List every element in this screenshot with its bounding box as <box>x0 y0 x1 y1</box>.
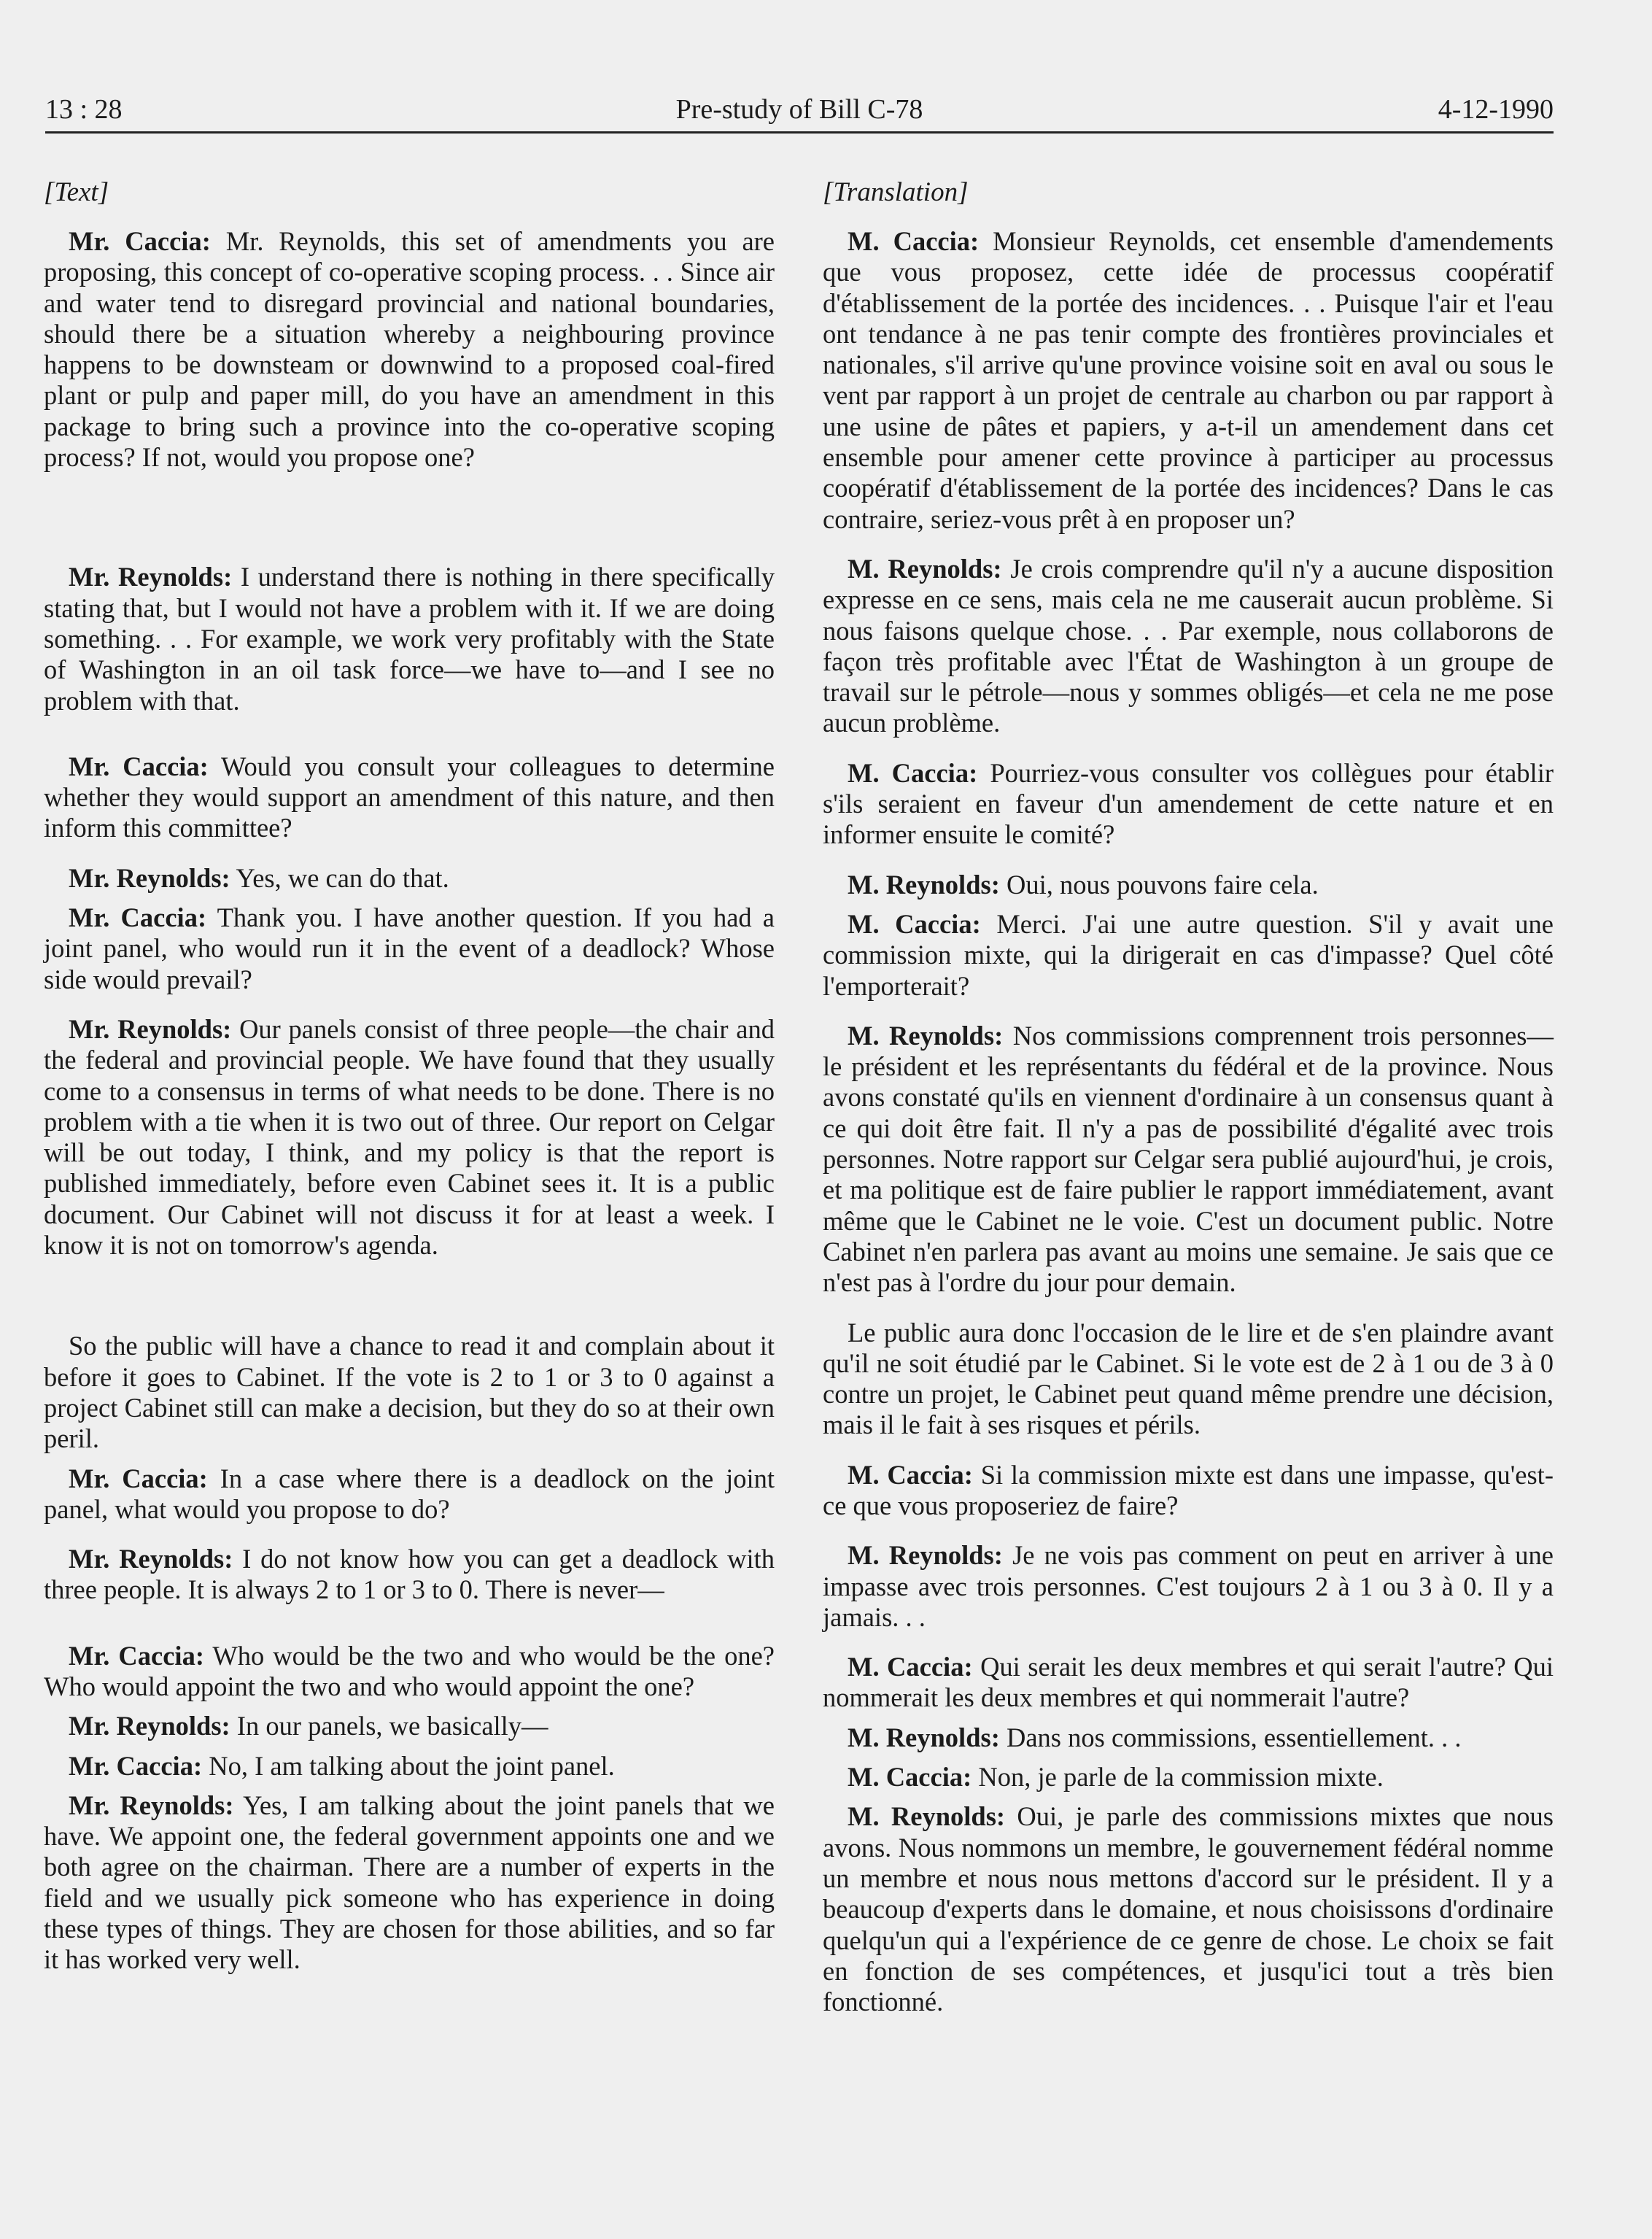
paragraph-text: Yes, we can do that. <box>230 862 449 893</box>
speaker-name: Mr. Caccia: <box>69 1640 204 1671</box>
speaker-name: Mr. Reynolds: <box>69 1013 232 1044</box>
speaker-name: Mr. Reynolds: <box>69 1711 230 1741</box>
paragraph-text: Thank you. I have another question. If you had a joint panel, who would run it in the event of a deadlock? Whose side would prevail? <box>44 902 775 994</box>
paragraph <box>44 751 775 844</box>
speaker-name: M. Reynolds: <box>848 1801 1006 1832</box>
speaker-name: Mr. Caccia: <box>69 751 209 781</box>
paragraph <box>44 1751 775 1782</box>
paragraph-text: Would you consult your colleagues to determine whether they would support an amendment of this nature, and then inform this committee? <box>44 751 775 843</box>
paragraph <box>823 1540 1554 1633</box>
paragraph <box>823 909 1554 1002</box>
speaker-name: Mr. Caccia: <box>69 902 207 933</box>
paragraph <box>823 1722 1554 1753</box>
paragraph-text: No, I am talking about the joint panel. <box>202 1750 615 1781</box>
paragraph <box>823 758 1554 851</box>
document-date: 4-12-1990 <box>1438 94 1554 125</box>
paragraph-text: Who would be the two and who would be the one? Who would appoint the two and who would appoint the one? <box>44 1640 775 1701</box>
header-rule <box>45 131 1554 134</box>
column-label-translation: [Translation] <box>823 177 969 207</box>
paragraph <box>44 1544 775 1606</box>
paragraph <box>44 1331 775 1454</box>
paragraph <box>823 1460 1554 1522</box>
paragraph-text: Je ne vois pas comment on peut en arriver à une impasse avec trois personnes. C'est toujours 2 à 1 ou 3 à 0. Il y a jamais. . . <box>823 1540 1554 1632</box>
paragraph-text: Qui serait les deux membres et qui serait l'autre? Qui nommerait les deux membres et qui nommerait l'autre? <box>823 1652 1554 1713</box>
paragraph <box>823 554 1554 739</box>
speaker-name: M. Reynolds: <box>848 1540 1003 1571</box>
paragraph-text: Non, je parle de la commission mixte. <box>972 1762 1384 1793</box>
speaker-name: Mr. Caccia: <box>69 226 211 256</box>
paragraph <box>44 1641 775 1703</box>
paragraph-text: Le public aura donc l'occasion de le lire et de s'en plaindre avant qu'il ne soit étudié par le Cabinet. Si le vote est de 2 à 1 ou de 3 à 0 contre un projet, le Cabinet peut quand même prendre une décision, mais il le fait à ses risques et périls. <box>823 1317 1554 1440</box>
french-column <box>823 175 1554 2017</box>
paragraph <box>823 1762 1554 1793</box>
paragraph <box>44 1463 775 1525</box>
paragraph-text: So the public will have a chance to read it and complain about it before it goes to Cabinet. If the vote is 2 to 1 or 3 to 0 against a project Cabinet still can make a decision, but they do so at their own peril. <box>44 1331 775 1454</box>
column-label-text: [Text] <box>44 177 109 207</box>
english-column <box>44 175 775 1976</box>
speaker-name: M. Caccia: <box>848 1652 973 1682</box>
paragraph-text: Oui, nous pouvons faire cela. <box>999 869 1319 900</box>
paragraph <box>823 226 1554 535</box>
page-header <box>45 93 1554 131</box>
paragraph-text: In a case where there is a deadlock on the joint panel, what would you propose to do? <box>44 1463 775 1524</box>
paragraph-text: Nos commissions comprennent trois personnes—le président et les représentants du fédéral et de la province. Nous avons constaté qu'ils en viennent d'ordinaire à un consensus quant à ce qui doit être fait. Il n'y a pas de possibilité d'égalité avec trois personnes. Notre rapport sur Celgar sera publié aujourd'hui, je crois, et ma politique est de faire publier le rapport immédiatement, avant même que le Cabinet ne le voie. C'est un document public. Notre Cabinet n'en parlera pas avant au moins une semaine. Je sais que ce n'est pas à l'ordre du jour pour demain. <box>823 1020 1554 1298</box>
speaker-name: M. Caccia: <box>848 757 978 788</box>
paragraph <box>823 1318 1554 1441</box>
paragraph <box>44 863 775 894</box>
speaker-name: Mr. Reynolds: <box>69 1790 234 1820</box>
paragraph <box>44 1014 775 1261</box>
paragraph-text: Monsieur Reynolds, cet ensemble d'amendements que vous proposez, cette idée de processus coopératif d'établissement de la portée des incidences. . . Puisque l'air et l'eau ont tendance à ne pas tenir compte des frontières provinciales et nationales, s'il arrive qu'une province voisine soit en aval ou sous le vent par rapport à un projet de centrale au charbon ou par rapport à une usine de pâtes et papiers, y a-t-il un amendement dans cet ensemble pour amener cette province à participer au processus coopératif d'établissement de la portée des incidences? Dans le cas contraire, seriez-vous prêt à en proposer un? <box>823 226 1554 534</box>
speaker-name: Mr. Reynolds: <box>69 562 233 592</box>
speaker-name: M. Reynolds: <box>848 553 1002 584</box>
speaker-name: M. Caccia: <box>848 908 981 939</box>
paragraph <box>823 1801 1554 2017</box>
speaker-name: M. Reynolds: <box>848 869 1000 900</box>
speaker-name: M. Reynolds: <box>848 1020 1004 1051</box>
paragraph-text: Dans nos commissions, essentiellement. . . <box>999 1722 1462 1752</box>
speaker-name: M. Reynolds: <box>848 1722 1000 1752</box>
speaker-name: M. Caccia: <box>848 226 980 256</box>
document-title: Pre-study of Bill C-78 <box>675 94 923 125</box>
speaker-name: Mr. Caccia: <box>69 1463 208 1493</box>
paragraph <box>44 562 775 716</box>
paragraph-text: Si la commission mixte est dans une impasse, qu'est-ce que vous proposeriez de faire? <box>823 1459 1554 1520</box>
paragraph <box>44 902 775 995</box>
paragraph-text: Merci. J'ai une autre question. S'il y avait une commission mixte, qui la dirigerait en cas d'impasse? Quel côté l'emporterait? <box>823 908 1554 1001</box>
paragraph <box>44 1711 775 1741</box>
paragraph-text: Oui, je parle des commissions mixtes que nous avons. Nous nommons un membre, le gouvernement fédéral nomme un membre et nous nous mettons d'accord sur le président. Il y a beaucoup d'experts dans le domaine, et nous choisissons d'ordinaire quelqu'un qui a l'expérience de ce genre de chose. Le choix se fait en fonction de ses compétences, et jusqu'ici tout a très bien fonctionné. <box>823 1801 1554 2017</box>
paragraph-text: I do not know how you can get a deadlock with three people. It is always 2 to 1 or 3 to 0. There is never— <box>44 1544 775 1605</box>
paragraph <box>823 1021 1554 1299</box>
paragraph <box>823 1652 1554 1714</box>
speaker-name: Mr. Reynolds: <box>69 862 230 893</box>
speaker-name: Mr. Caccia: <box>69 1750 203 1781</box>
paragraph-text: In our panels, we basically— <box>230 1711 548 1741</box>
paragraph <box>823 870 1554 900</box>
speaker-name: M. Caccia: <box>848 1459 973 1490</box>
paragraph-text: Mr. Reynolds, this set of amendments you are proposing, this concept of co-operative scoping process. . . Since air and water tend to disregard provincial and national boundaries, should there be a situation whereby a neighbouring province happens to be downsteam or downwind to a proposed coal-fired plant or pulp and paper mill, do you have an amendment in this package to bring such a province into the co-operative scoping process? If not, would you propose one? <box>44 226 775 473</box>
paragraph <box>44 226 775 473</box>
paragraph-text: Yes, I am talking about the joint panels that we have. We appoint one, the federal government appoints one and we both agree on the chairman. There are a number of experts in the field and we usually pick someone who has experience in doing these types of things. They are chosen for those abilities, and so far it has worked very well. <box>44 1790 775 1975</box>
paragraph-text: I understand there is nothing in there specifically stating that, but I would not have a problem with it. If we are doing something. . . For example, we work very profitably with the State of Washington in an oil task force—we have to—and I see no problem with that. <box>44 562 775 716</box>
speaker-name: Mr. Reynolds: <box>69 1544 233 1574</box>
paragraph-text: Pourriez-vous consulter vos collègues pour établir s'ils seraient en faveur d'un amendement de cette nature et en informer ensuite le comité? <box>823 757 1554 850</box>
page-number: 13 : 28 <box>45 94 123 125</box>
paragraph <box>44 1790 775 1976</box>
paragraph-text: Je crois comprendre qu'il n'y a aucune disposition expresse en ce sens, mais cela ne me causerait aucun problème. Si nous faisons quelque chose. . . Par exemple, nous collaborons de façon très profitable avec l'État de Washington à un groupe de travail sur le pétrole—nous y sommes obligés—et cela ne me pose aucun problème. <box>823 553 1554 738</box>
speaker-name: M. Caccia: <box>848 1762 972 1793</box>
paragraph-text: Our panels consist of three people—the chair and the federal and provincial people. We have found that they usually come to a consensus in terms of what needs to be done. There is no problem with a tie when it is two out of three. Our report on Celgar will be out today, I think, and my policy is that the report is published immediately, before even Cabinet sees it. It is a public document. Our Cabinet will not discuss it for at least a week. I know it is not on tomorrow's agenda. <box>44 1013 775 1261</box>
